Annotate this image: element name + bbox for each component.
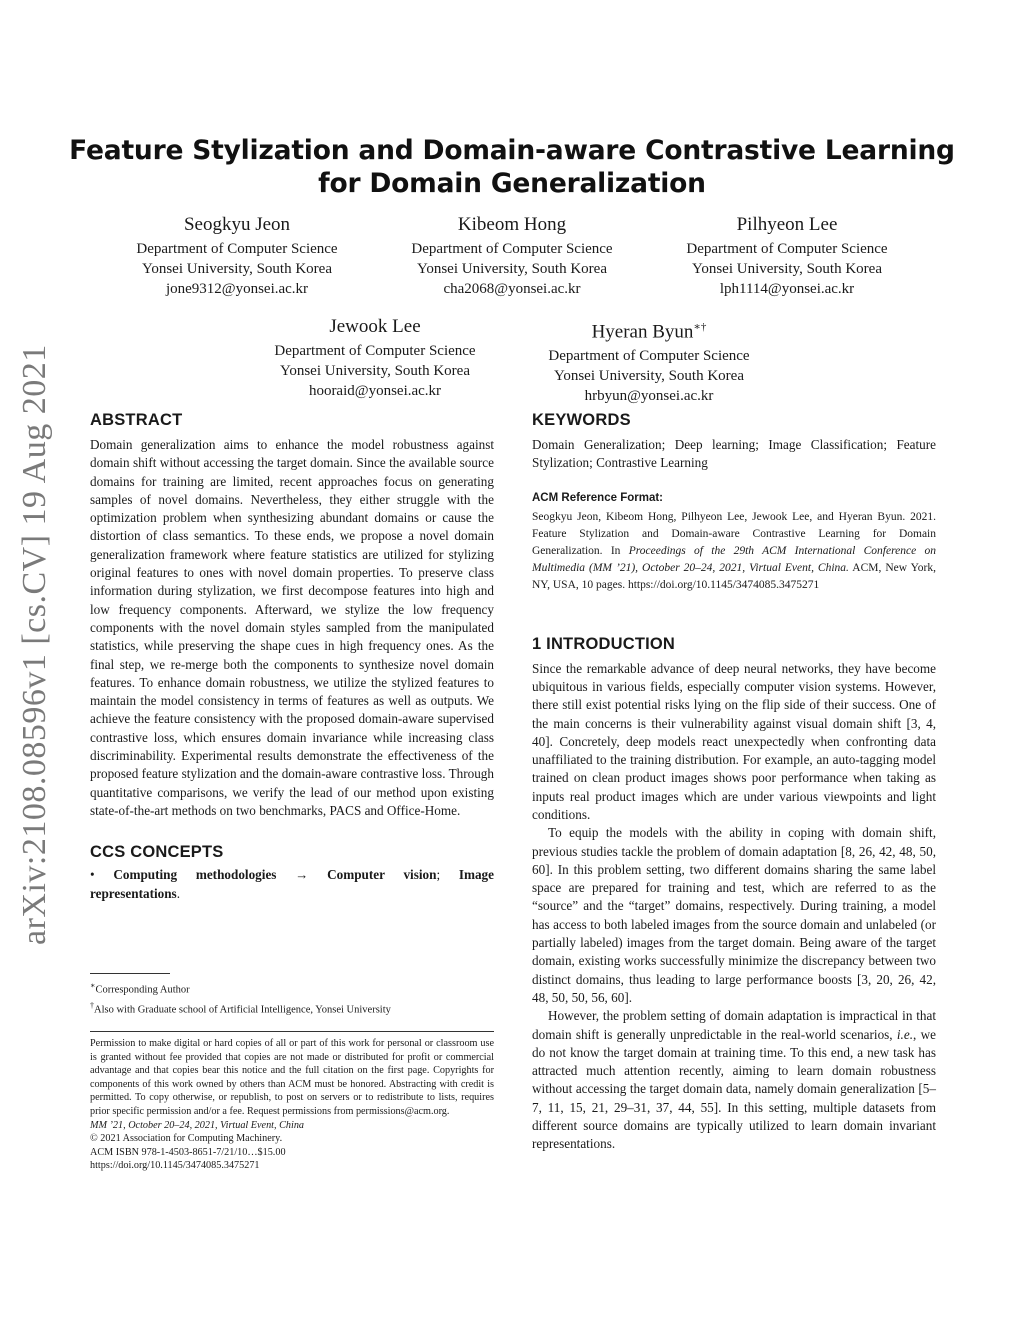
intro-p3-ie: i.e. bbox=[896, 1026, 914, 1042]
author-department: Department of Computer Science bbox=[411, 241, 613, 257]
left-column bbox=[90, 410, 494, 903]
author-block bbox=[250, 315, 500, 401]
keywords-heading: KEYWORDS bbox=[532, 411, 631, 429]
ccs-concepts bbox=[90, 866, 494, 903]
footnote-text: Also with Graduate school of Artificial Intelligence, Yonsei University bbox=[94, 1004, 391, 1015]
permission-text: Permission to make digital or hard copies of all or part of this work for personal or classroom use is granted without fee provided that copies are not made or distributed for profit or commercial advantage and that copies bear this notice and the full citation on the first page. Copyrights for components of this work owned by others than ACM must be honored. Abstracting with credit is permitted. To copy otherwise, or republish, to post on servers or to redistribute to lists, requires prior specific permission and/or a fee. Request permissions from permissions@acm.org. bbox=[90, 1038, 494, 1117]
author-email[interactable]: hooraid@yonsei.ac.kr bbox=[308, 383, 442, 399]
acm-ref-text bbox=[532, 509, 936, 595]
author-university: Yonsei University, South Korea bbox=[692, 261, 882, 277]
author-block bbox=[524, 315, 774, 406]
footnote-text: Corresponding Author bbox=[95, 984, 190, 996]
right-column bbox=[532, 410, 936, 1154]
author-email[interactable]: cha2068@yonsei.ac.kr bbox=[443, 281, 581, 297]
permission-doi[interactable]: https://doi.org/10.1145/3474085.3475271 bbox=[90, 1160, 260, 1172]
footnotes bbox=[90, 978, 500, 1017]
intro-paragraph-2: To equip the models with the ability in coping with domain shift, previous studies tackle the problem of domain adaptation [8, 26, 42, 48, 50, 60]. In this problem setting, two different domains sharing the same label space are prepared for training and test, which are referred to as the “source” and the “target” domains, respectively. During training, a model has access to both labeled images from the source domain and unlabeled (or partially labeled) images from the target domain. Being aware of the target domain, existing works successfully minimize the discrepancy between two distinct domains, thus leading to large performance boosts [3, 20, 26, 42, 48, 50, 50, 56, 60]. bbox=[532, 825, 936, 1005]
author-block bbox=[112, 213, 362, 299]
keywords-text: Domain Generalization; Deep learning; Image Classification; Feature Stylization; Contrastive Learning bbox=[532, 437, 936, 471]
title-line-2: for Domain Generalization bbox=[318, 168, 706, 199]
abstract-heading: ABSTRACT bbox=[90, 411, 183, 429]
footnote-mark: † bbox=[90, 1000, 94, 1010]
abstract-text: Domain generalization aims to enhance the model robustness against domain shift without accessing the target domain. Since the available source domains for training are limited, recent approaches focus on generating samples of novel domains. Nevertheless, they either struggle with the optimization problem when synthesizing abundant domains or cause the distortion of class semantics. To these ends, we propose a novel domain generalization framework where feature statistics are utilized for stylizing original features to ones with novel domain properties. To preserve class information during stylization, we first decompose features into high and low frequency components. Afterward, we stylize the low frequency components with the novel domain styles sampled from the manipulated statistics, while preserving the shape cues in high frequency ones. As the final step, we re-merge both the components to synthesize novel domain features. To enhance domain robustness, we utilize the stylized features to maintain the model consistency in terms of features as well as outputs. We achieve the feature consistency with the proposed domain-aware supervised contrastive loss, which ensures domain invariance while increasing class discriminability. Experimental results demonstrate the effectiveness of the proposed feature stylization and the domain-aware contrastive loss. Through quantitative comparisons, we verify the lead of our method upon existing state-of-the-art methods on two benchmarks, PACS and Office-Home. bbox=[90, 437, 494, 818]
footnote-1 bbox=[90, 978, 500, 998]
author-email[interactable]: jone9312@yonsei.ac.kr bbox=[165, 281, 309, 297]
permission-venue: MM ’21, October 20–24, 2021, Virtual Event, China bbox=[90, 1119, 305, 1131]
ccs-arrow: → bbox=[276, 867, 328, 883]
author-block bbox=[387, 213, 637, 299]
acm-ref-post: ACM, New York, NY, USA, 10 pages. https://doi.org/10.1145/3474085.3475271 bbox=[532, 562, 936, 592]
ccs-term: Computer vision bbox=[327, 867, 437, 883]
ccs-separator: ; bbox=[436, 867, 459, 883]
author-university: Yonsei University, South Korea bbox=[142, 261, 332, 277]
arxiv-stamp: arXiv:2108.08596v1 [cs.CV] 19 Aug 2021 bbox=[16, 344, 53, 945]
permission-copyright: © 2021 Association for Computing Machinery. bbox=[90, 1133, 283, 1145]
ccs-heading: CCS CONCEPTS bbox=[90, 843, 224, 862]
author-email[interactable]: hrbyun@yonsei.ac.kr bbox=[584, 388, 714, 405]
author-department: Department of Computer Science bbox=[548, 348, 750, 365]
author-name: Jewook Lee bbox=[329, 316, 421, 337]
permission-rule bbox=[90, 1031, 494, 1032]
author-university: Yonsei University, South Korea bbox=[280, 363, 470, 379]
acm-ref-proceedings: Proceedings of the 29th ACM International Conference on Multimedia (MM ’21), October 20–24, 2021, Virtual Event, China. bbox=[532, 545, 936, 575]
author-name: Kibeom Hong bbox=[457, 214, 567, 235]
author-name bbox=[524, 315, 774, 344]
author-name: Pilhyeon Lee bbox=[736, 214, 838, 235]
ccs-term: Computing methodologies bbox=[113, 867, 277, 883]
author-block bbox=[662, 213, 912, 299]
author-email[interactable]: lph1114@yonsei.ac.kr bbox=[719, 281, 855, 297]
author-department: Department of Computer Science bbox=[136, 241, 338, 257]
intro-p3-text: , we do not know the target domain at training time. To this end, a new task has attracted much attention recently, aiming to learn domain robustness without accessing the target domain data, namely domain generalization [5–7, 11, 15, 21, 29–31, 37, 44, 55]. In this setting, multiple datasets from different source domains are typically utilized to learn domain invariant representations. bbox=[532, 1026, 936, 1152]
author-department: Department of Computer Science bbox=[686, 241, 888, 257]
author-name: Seogkyu Jeon bbox=[183, 214, 291, 235]
footnote-rule bbox=[90, 973, 170, 974]
author-name-text: Hyeran Byun bbox=[591, 321, 694, 343]
ccs-end: . bbox=[176, 885, 180, 901]
intro-paragraph-1: Since the remarkable advance of deep neural networks, they have become ubiquitous in various fields, especially computer vision systems. However, there still exist potential risks lying on the flip side of their success. One of the main concerns is their vulnerability against visual domain shift [3, 4, 40]. Concretely, deep models react unexpectedly when confronting data unaffiliated to the training distribution. For example, an auto-tagging model trained on clean product images shows poor performance when taking as inputs real product images which are under various viewpoints and light conditions. bbox=[532, 660, 936, 822]
intro-heading: 1 INTRODUCTION bbox=[532, 634, 676, 653]
ccs-bullet: • bbox=[90, 867, 95, 883]
intro-p3-text: However, the problem setting of domain adaptation is impractical in that domain shift is generally unpredictable in the real-world scenarios, bbox=[532, 1008, 936, 1042]
title-line-1: Feature Stylization and Domain-aware Contrastive Learning bbox=[69, 135, 955, 166]
footnote-2 bbox=[90, 998, 500, 1018]
intro-paragraph-3 bbox=[532, 1007, 936, 1153]
author-marks: ∗† bbox=[693, 321, 707, 333]
ccs-term: Image representations bbox=[90, 867, 495, 901]
author-department: Department of Computer Science bbox=[274, 343, 476, 359]
author-university: Yonsei University, South Korea bbox=[554, 368, 744, 385]
permission-block bbox=[90, 1037, 494, 1173]
acm-ref-pre: Seogkyu Jeon, Kibeom Hong, Pilhyeon Lee, Jewook Lee, and Hyeran Byun. 2021. Feature Stylization and Domain-aware Contrastive Learning for Domain Generalization. In bbox=[532, 510, 936, 557]
footnote-mark: ∗ bbox=[90, 981, 96, 990]
page-title bbox=[60, 134, 964, 200]
acm-ref-heading: ACM Reference Format: bbox=[532, 491, 663, 504]
author-university: Yonsei University, South Korea bbox=[417, 261, 607, 277]
permission-isbn: ACM ISBN 978-1-4503-8651-7/21/10…$15.00 bbox=[90, 1146, 286, 1158]
